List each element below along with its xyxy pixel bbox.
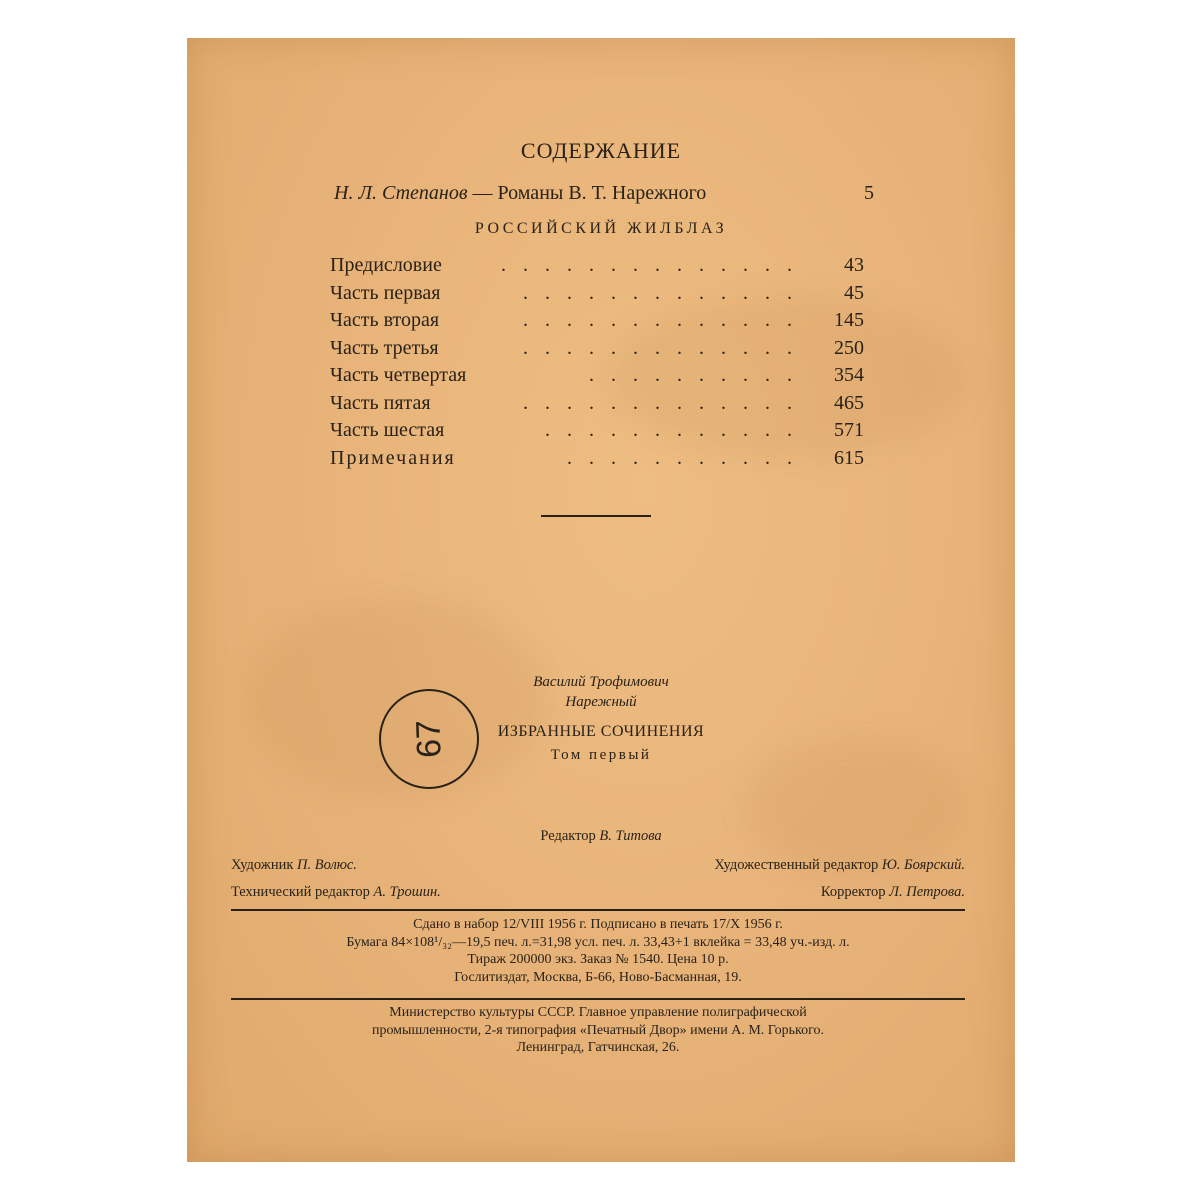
imprint-block — [231, 916, 965, 986]
printer-line: Ленинград, Гатчинская, 26. — [516, 1040, 680, 1055]
toc-entry — [330, 280, 864, 308]
intro-entry — [334, 182, 874, 205]
toc-leader: . . . . . . . . . . . . . — [523, 391, 798, 414]
toc-page: 465 — [834, 391, 864, 414]
toc-leader: . . . . . . . . . . . . . — [523, 336, 798, 359]
toc-page: 615 — [834, 446, 864, 469]
toc-leader: . . . . . . . . . . — [589, 364, 798, 386]
toc-leader: . . . . . . . . . . . . . . — [501, 254, 798, 276]
intro-author: Н. Л. Степанов — [334, 182, 468, 204]
intro-page: 5 — [864, 182, 874, 204]
imprint-line: Гослитиздат, Москва, Б-66, Ново-Басманная, 19. — [454, 969, 742, 985]
contents-title: СОДЕРЖАНИЕ — [520, 138, 682, 163]
printer-line: промышленности, 2-я типография «Печатный Двор» имени А. М. Горького. — [371, 1022, 825, 1038]
toc-list — [330, 252, 864, 472]
toc-entry — [330, 362, 864, 390]
editor-name: В. Титова — [599, 828, 662, 844]
toc-entry — [330, 307, 864, 335]
corrector-label: Корректор — [820, 884, 886, 900]
art-editor-credit — [714, 857, 965, 874]
circular-stamp-icon — [379, 689, 479, 789]
toc-label: Часть третья — [330, 336, 439, 359]
tech-editor-label: Технический редактор — [231, 884, 370, 900]
editor-label: Редактор — [540, 828, 596, 844]
corrector-name: Л. Петрова. — [889, 884, 965, 900]
toc-page: 45 — [844, 281, 864, 304]
toc-page: 571 — [834, 419, 864, 441]
toc-entry — [330, 252, 864, 280]
stamp-number: 67 — [409, 719, 449, 759]
imprint-top-rule — [231, 909, 965, 911]
toc-label: Часть шестая — [330, 419, 445, 441]
toc-page: 145 — [834, 309, 864, 331]
toc-entry — [330, 445, 864, 473]
toc-label: Часть четвертая — [330, 364, 467, 386]
imprint-bottom-rule — [231, 998, 965, 1000]
toc-label: Часть пятая — [330, 391, 431, 414]
printer-block — [231, 1004, 965, 1057]
editor-credit — [187, 828, 1015, 845]
toc-leader: . . . . . . . . . . . . . — [523, 309, 798, 331]
volume-label: Том первый — [550, 747, 652, 763]
intro-title: Романы В. Т. Нарежного — [497, 182, 707, 204]
book-page — [187, 38, 1015, 1162]
toc-label: Часть первая — [330, 281, 441, 304]
art-editor-label: Художественный редактор — [714, 857, 879, 873]
intro-dash: — — [467, 182, 498, 204]
toc-page: 43 — [844, 254, 864, 276]
tech-editor-credit — [231, 884, 441, 901]
toc-leader: . . . . . . . . . . . — [567, 446, 798, 469]
toc-label: Часть вторая — [330, 309, 440, 331]
tech-editor-name: А. Трошин. — [373, 884, 441, 900]
divider-rule — [541, 515, 651, 517]
imprint-line: Тираж 200000 экз. Заказ № 1540. Цена 10 р. — [467, 952, 729, 967]
toc-entry — [330, 390, 864, 418]
toc-label: Предисловие — [330, 254, 442, 276]
author-last-name: Нарежный — [565, 694, 637, 710]
imprint-line: Сдано в набор 12/VIII 1956 г. Подписано в печать 17/X 1956 г. — [413, 917, 783, 932]
toc-page: 250 — [834, 336, 864, 359]
book-title: ИЗБРАННЫЕ СОЧИНЕНИЯ — [497, 723, 705, 740]
artist-label: Художник — [231, 857, 294, 873]
author-first-name: Василий Трофимович — [533, 674, 669, 690]
toc-page: 354 — [834, 364, 864, 386]
corrector-credit — [821, 884, 965, 901]
section-heading: РОССИЙСКИЙ ЖИЛБЛАЗ — [474, 220, 728, 237]
artist-name: П. Волюс. — [297, 857, 357, 873]
toc-leader: . . . . . . . . . . . . — [545, 419, 798, 441]
imprint-line: Бумага 84×108¹/₃₂—19,5 печ. л.=31,98 усл. печ. л. 33,43+1 вклейка = 33,48 уч.-изд. л. — [346, 934, 850, 950]
artist-credit — [231, 857, 357, 874]
printer-line: Министерство культуры СССР. Главное управление полиграфической — [389, 1005, 807, 1020]
toc-entry — [330, 335, 864, 363]
toc-leader: . . . . . . . . . . . . . — [523, 281, 798, 304]
toc-entry — [330, 417, 864, 445]
art-editor-name: Ю. Боярский. — [881, 857, 965, 873]
toc-label: Примечания — [330, 446, 456, 469]
